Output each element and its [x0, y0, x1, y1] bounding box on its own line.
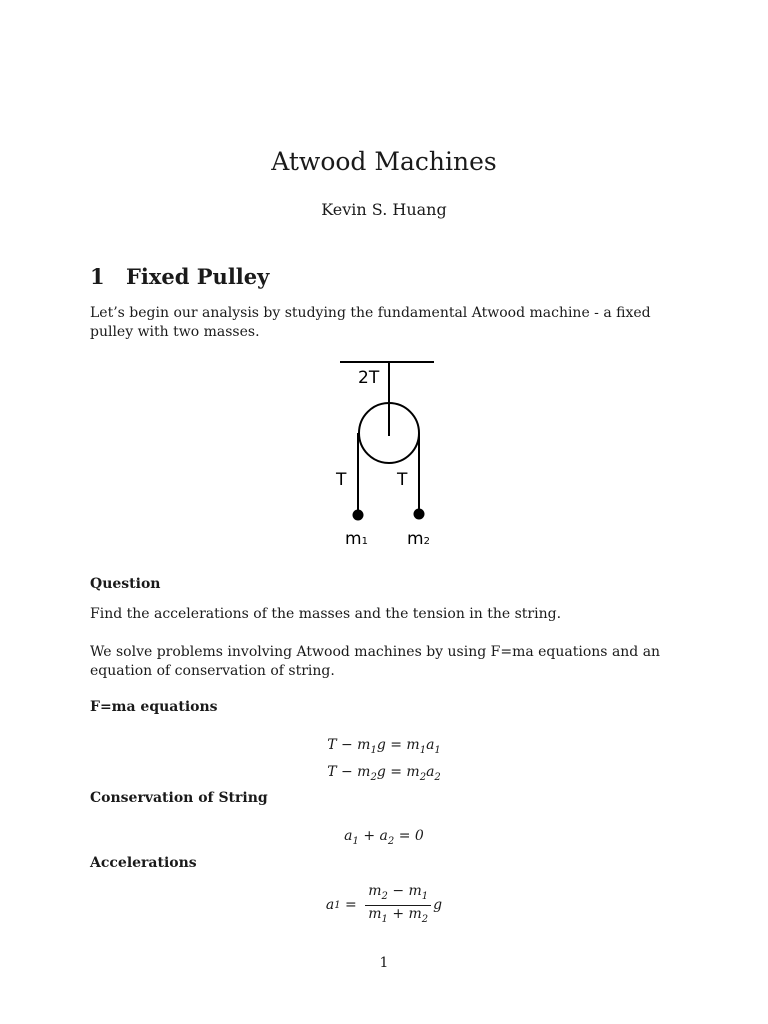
document-title: Atwood Machines [271, 147, 497, 176]
mass1-dot [353, 510, 364, 521]
fma-equation-2: $T - m_2g = m_2a_2$ [327, 764, 441, 783]
left-tension-label: T [336, 470, 347, 490]
fma-heading: F=ma equations [90, 699, 218, 715]
intro-paragraph: Let’s begin our analysis by studying the fundamental Atwood machine - a fixed pulley with two masses. [90, 305, 651, 340]
mass2-label: m2 [407, 529, 430, 549]
top-tension-label: 2T [358, 368, 380, 388]
question-text: Find the accelerations of the masses and the tension in the string. [90, 606, 562, 622]
page-number: 1 [379, 955, 389, 971]
acceleration-fraction [365, 883, 431, 928]
mass2-dot [414, 509, 425, 520]
fma-equation-1: $T - m_1g = m_1a_1$ [327, 737, 441, 756]
section-number: 1 [90, 264, 105, 289]
conservation-heading: Conservation of String [90, 790, 268, 806]
acceleration-equation: a 1 = $\frac{m_2 - m_1}{m_1 + m_2}$ g [0, 883, 768, 928]
document-author: Kevin S. Huang [321, 200, 447, 219]
fraction-denominator: $m_1 + m_2$ [368, 905, 429, 925]
pulley-diagram [330, 352, 440, 552]
section-title: Fixed Pulley [126, 264, 270, 289]
right-tension-label: T [397, 470, 408, 490]
accelerations-heading: Accelerations [90, 855, 197, 871]
fraction-numerator: $m_2 - m_1$ [365, 883, 431, 906]
conservation-equation: $a_1 + a_2 = 0$ [344, 828, 424, 847]
question-heading: Question [90, 576, 161, 592]
method-paragraph: We solve problems involving Atwood machines by using F=ma equations and an equation of conservation of string. [90, 644, 661, 679]
section-heading [90, 263, 269, 291]
mass1-label: m1 [345, 529, 368, 549]
